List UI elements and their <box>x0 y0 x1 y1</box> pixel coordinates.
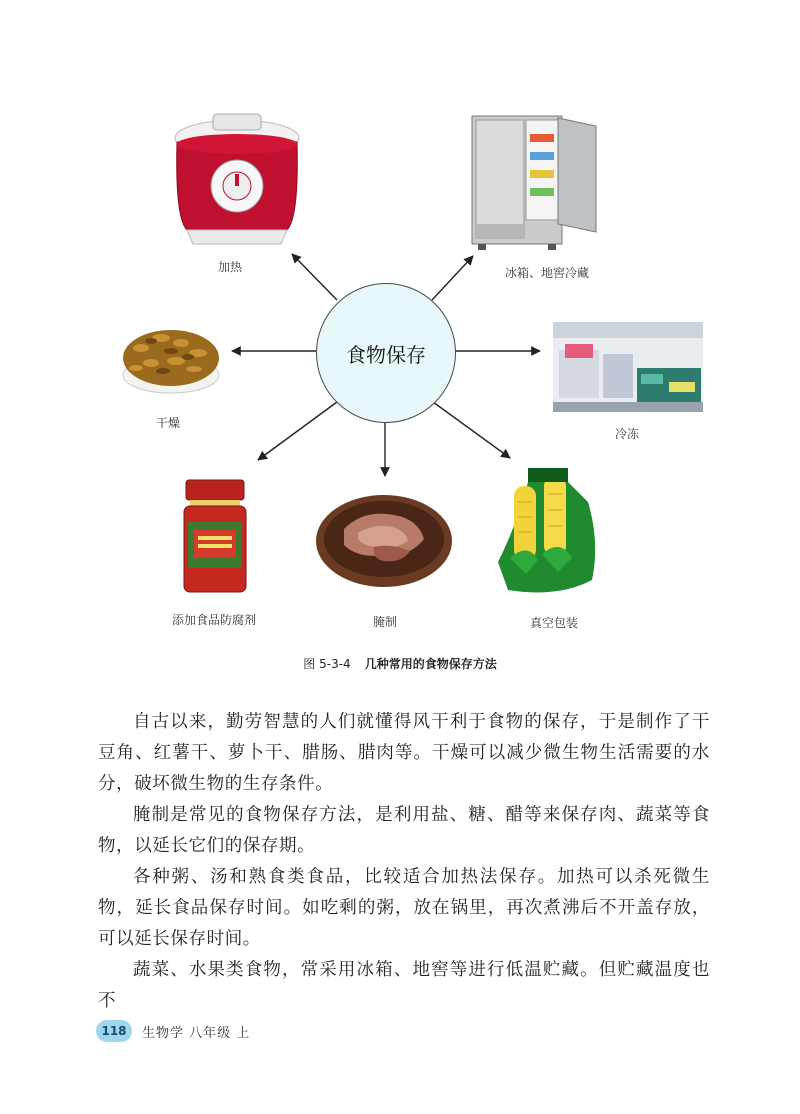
page-footer <box>96 1020 250 1042</box>
dried-fruit-image <box>116 313 226 398</box>
arrow-vacuum <box>433 402 510 458</box>
vacuum-corn-image <box>488 462 608 600</box>
figure-title: 几种常用的食物保存方法 <box>364 657 497 671</box>
paragraph: 自古以来，勤劳智慧的人们就懂得风干利于食物的保存，于是制作了干豆角、红薯干、萝卜干、腊肠、腊肉等。干燥可以减少微生物生活需要的水分，破坏微生物的生存条件。 <box>98 712 710 794</box>
label-pickling: 腌制 <box>373 615 398 629</box>
arrow-preservative <box>258 402 337 460</box>
figure-number: 图 5-3-4 <box>303 657 351 671</box>
center-node <box>316 283 456 423</box>
page-number: 118 <box>96 1020 132 1042</box>
refrigerator-image <box>468 112 603 252</box>
paragraph: 各种粥、汤和熟食类食品，比较适合加热法保存。加热可以杀死微生物，延长食品保存时间。如吃剩的粥，放在锅里，再次煮沸后不开盖存放，可以延长保存时间。 <box>98 867 710 949</box>
figure-caption <box>0 655 800 672</box>
label-fridge: 冰箱、地窖冷藏 <box>505 266 590 280</box>
arrow-fridge <box>432 256 473 300</box>
freezer-storage-image <box>553 322 703 412</box>
preserved-jar-image <box>180 478 250 596</box>
body-text <box>98 707 710 1017</box>
label-preservative: 添加食品防腐剂 <box>172 613 257 627</box>
arrow-heating <box>292 254 337 300</box>
label-vacuum: 真空包装 <box>530 616 579 630</box>
label-freezing: 冷冻 <box>615 427 640 441</box>
center-node-label: 食物保存 <box>346 342 426 367</box>
label-drying: 干燥 <box>156 416 181 430</box>
paragraph: 蔬菜、水果类食物，常采用冰箱、地窖等进行低温贮藏。但贮藏温度也不 <box>98 960 710 1011</box>
pickled-meat-image <box>314 489 454 589</box>
book-title: 生物学 八年级 上 <box>142 1025 251 1041</box>
pressure-cooker-image <box>165 108 310 248</box>
paragraph: 腌制是常见的食物保存方法，是利用盐、糖、醋等来保存肉、蔬菜等食物，以延长它们的保存期。 <box>98 805 710 856</box>
label-heating: 加热 <box>218 260 243 274</box>
